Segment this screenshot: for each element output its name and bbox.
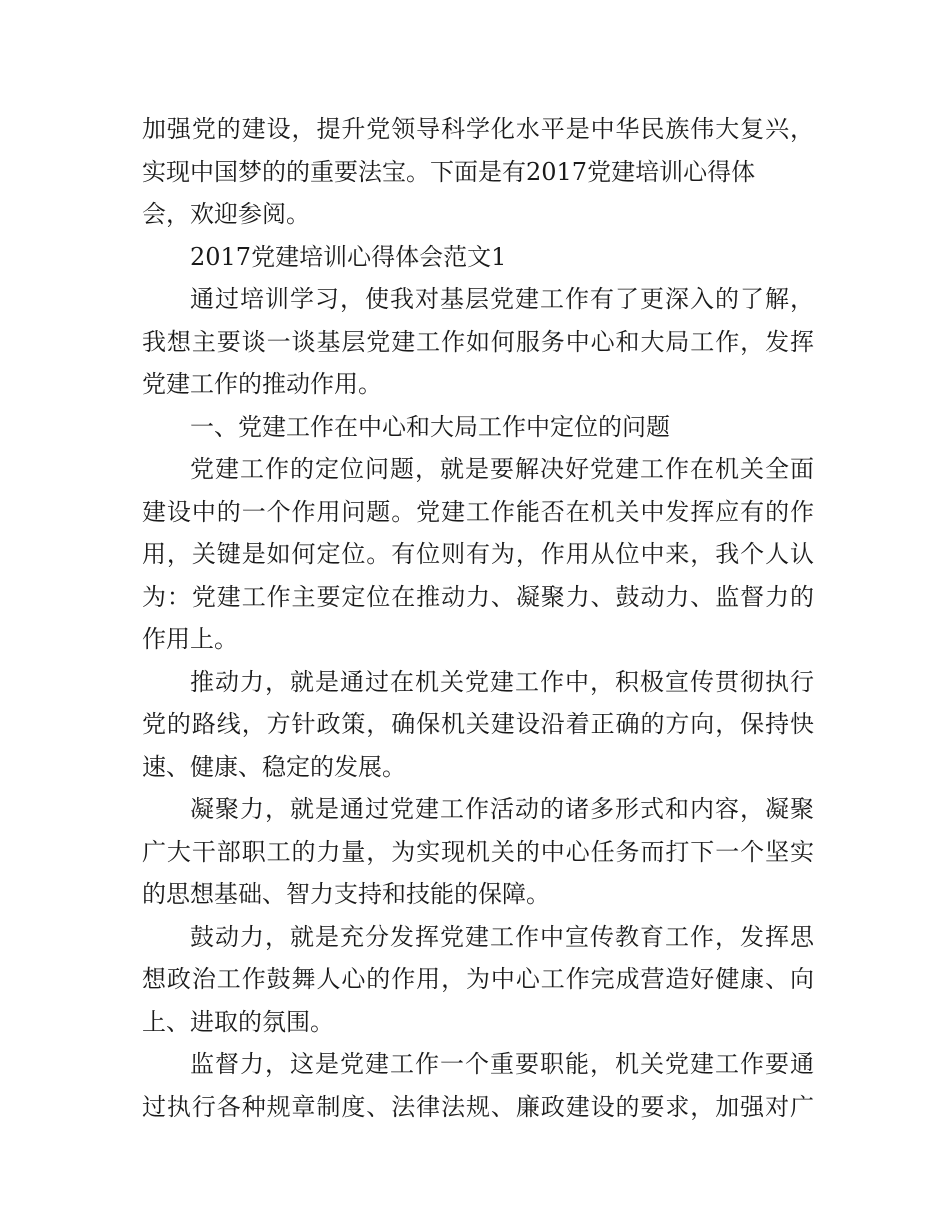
text-line: 会，欢迎参阅。 [142,200,310,228]
text-line: 2017党建培训心得体会范文1 [190,242,507,271]
text-line: 一、党建工作在中心和大局工作中定位的问题 [190,412,670,441]
text-line: 实现中国梦的的重要法宝。下面是有2017党建培训心得体 [142,157,756,186]
text-line: 作用上。 [142,625,238,653]
text-line: 通过培训学习，使我对基层党建工作有了更深入的了解， [190,285,814,313]
text-line: 想政治工作鼓舞人心的作用，为中心工作完成营造好健康、向 [142,965,814,993]
text-line: 上、进取的氛围。 [142,1007,334,1036]
text-line: 鼓动力，就是充分发挥党建工作中宣传教育工作，发挥思 [190,922,814,951]
text-line: 建设中的一个作用问题。党建工作能否在机关中发挥应有的作 [142,497,814,526]
text-line: 推动力，就是通过在机关党建工作中，积极宣传贯彻执行 [190,667,814,696]
document-body [142,108,814,1128]
text-line: 速、健康、稳定的发展。 [142,752,406,781]
text-line: 为：党建工作主要定位在推动力、凝聚力、鼓动力、监督力的 [142,582,814,611]
text-line: 的思想基础、智力支持和技能的保障。 [142,880,550,908]
text-line: 监督力，这是党建工作一个重要职能，机关党建工作要通 [190,1050,814,1078]
text-line: 广大干部职工的力量，为实现机关的中心任务而打下一个坚实 [142,837,814,866]
text-line: 过执行各种规章制度、法律法规、廉政建设的要求，加强对广 [142,1092,814,1121]
text-line: 我想主要谈一谈基层党建工作如何服务中心和大局工作，发挥 [142,327,814,356]
text-line: 凝聚力，就是通过党建工作活动的诸多形式和内容，凝聚 [190,795,814,823]
text-line: 党的路线，方针政策，确保机关建设沿着正确的方向，保持快 [142,710,814,738]
text-line: 党建工作的推动作用。 [142,370,382,398]
text-line: 加强党的建设，提升党领导科学化水平是中华民族伟大复兴， [142,115,814,143]
text-line: 用，关键是如何定位。有位则有为，作用从位中来，我个人认 [142,540,814,568]
text-line: 党建工作的定位问题，就是要解决好党建工作在机关全面 [190,455,814,483]
